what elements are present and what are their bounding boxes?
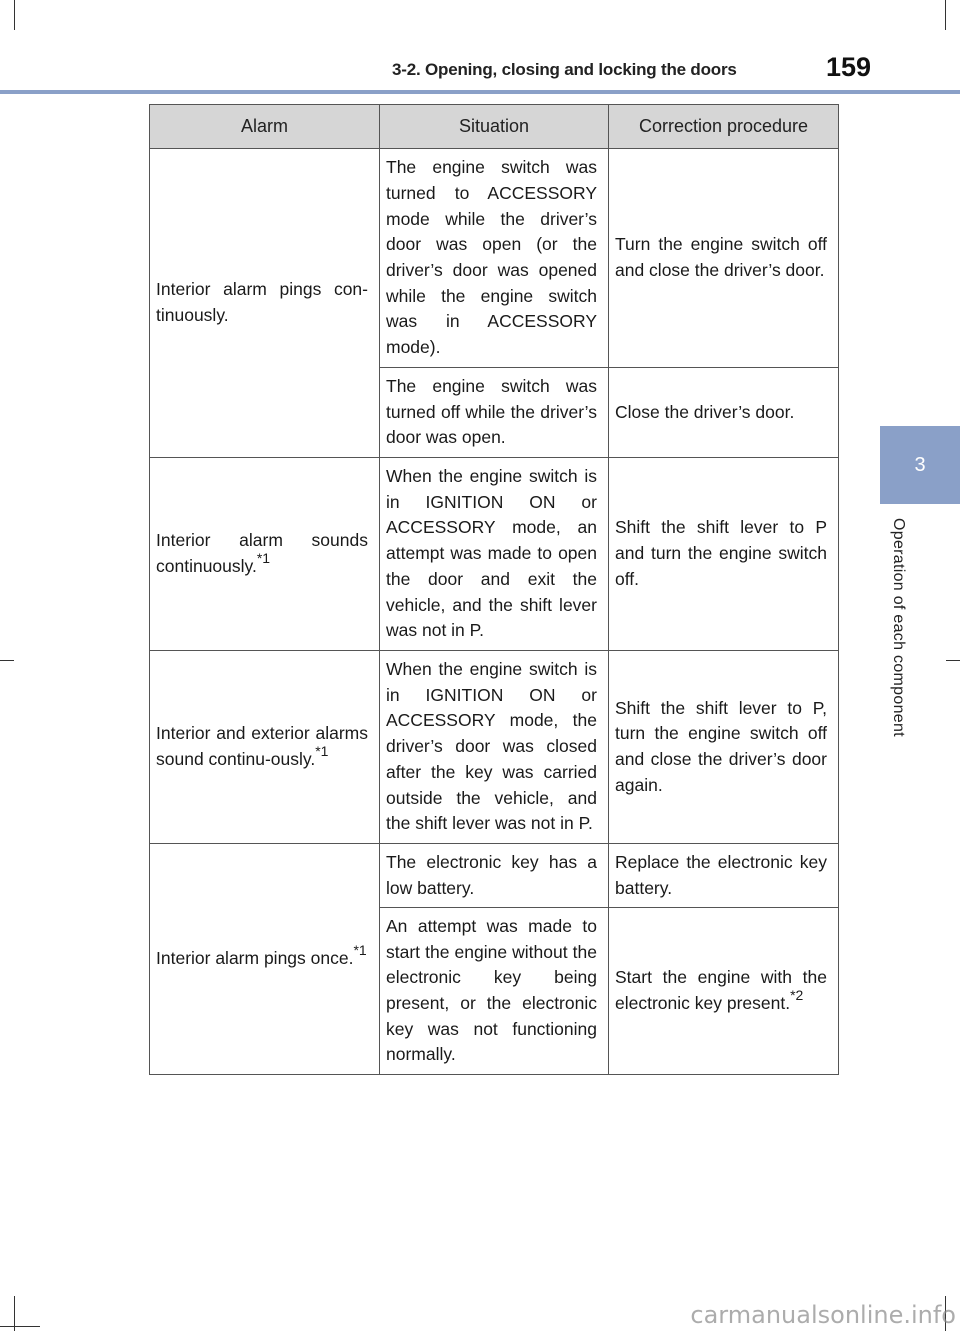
situation-cell: The electronic key has a low battery. [380, 844, 609, 908]
table-header-row [150, 105, 839, 149]
alarm-text: Interior alarm pings once. [156, 948, 354, 969]
section-title: 3-2. Opening, closing and locking the doors [392, 60, 737, 79]
footnote-marker: *1 [353, 942, 367, 959]
footnote-marker: *1 [315, 743, 329, 760]
correction-text: Shift the shift lever to P and turn the engine switch off. [615, 517, 827, 589]
correction-text: Shift the shift lever to P, turn the engine switch off and close the driver’s door again. [615, 697, 827, 795]
situation-cell: The engine switch was turned to ACCESSORY mode while the driver’s door was open (or the driver’s door was opened while the engine switch was in ACCESSORY mode). [380, 149, 609, 368]
table-row [150, 844, 839, 908]
alarm-text: Interior alarm pings con-tinuously. [156, 279, 368, 325]
page-number: 159 [826, 52, 872, 82]
chapter-number: 3 [914, 453, 926, 476]
watermark: carmanualsonline.info [690, 1301, 956, 1329]
correction-cell [609, 908, 839, 1075]
correction-text: Replace the electronic key battery. [615, 851, 827, 898]
correction-cell [609, 149, 839, 368]
footnote-marker: *1 [256, 550, 271, 567]
correction-cell [609, 651, 839, 844]
column-header-correction: Correction procedure [609, 105, 839, 149]
alarm-cell [150, 844, 380, 1075]
alarm-cell [150, 149, 380, 458]
situation-cell: When the engine switch is in IGNITION ON or ACCESSORY mode, the driver’s door was closed after the key was carried outside the vehicle, and the shift lever was not in P. [380, 651, 609, 844]
situation-cell: When the engine switch is in IGNITION ON or ACCESSORY mode, an attempt was made to open the door and exit the vehicle, and the shift lever was not in P. [380, 458, 609, 651]
crop-mark [14, 0, 15, 30]
alarm-table [149, 104, 839, 1075]
alarm-cell [150, 651, 380, 844]
correction-cell [609, 844, 839, 908]
table-row [150, 458, 839, 651]
correction-text: Turn the engine switch off and close the driver’s door. [615, 234, 827, 280]
situation-cell: The engine switch was turned off while the driver’s door was open. [380, 368, 609, 458]
crop-mark [945, 0, 946, 30]
header-rule [0, 90, 960, 94]
situation-cell: An attempt was made to start the engine without the electronic key being present, or the electronic key was not functioning normally. [380, 908, 609, 1075]
crop-mark [0, 1326, 40, 1327]
alarm-cell [150, 458, 380, 651]
correction-cell [609, 368, 839, 458]
correction-text: Close the driver’s door. [615, 401, 795, 422]
alarm-text: Interior and exterior alarms sound continu-ously. [156, 723, 368, 769]
alarm-text: Interior alarm sounds continuously. [156, 530, 368, 576]
crop-mark [946, 660, 960, 661]
correction-text: Start the engine with the electronic key present. [615, 967, 827, 1013]
chapter-tab [880, 426, 960, 504]
footnote-marker: *2 [790, 987, 804, 1004]
table-row [150, 149, 839, 368]
table-row [150, 651, 839, 844]
chapter-title: Operation of each component [890, 518, 907, 737]
correction-cell [609, 458, 839, 651]
crop-mark [0, 660, 14, 661]
column-header-situation: Situation [380, 105, 609, 149]
column-header-alarm: Alarm [150, 105, 380, 149]
